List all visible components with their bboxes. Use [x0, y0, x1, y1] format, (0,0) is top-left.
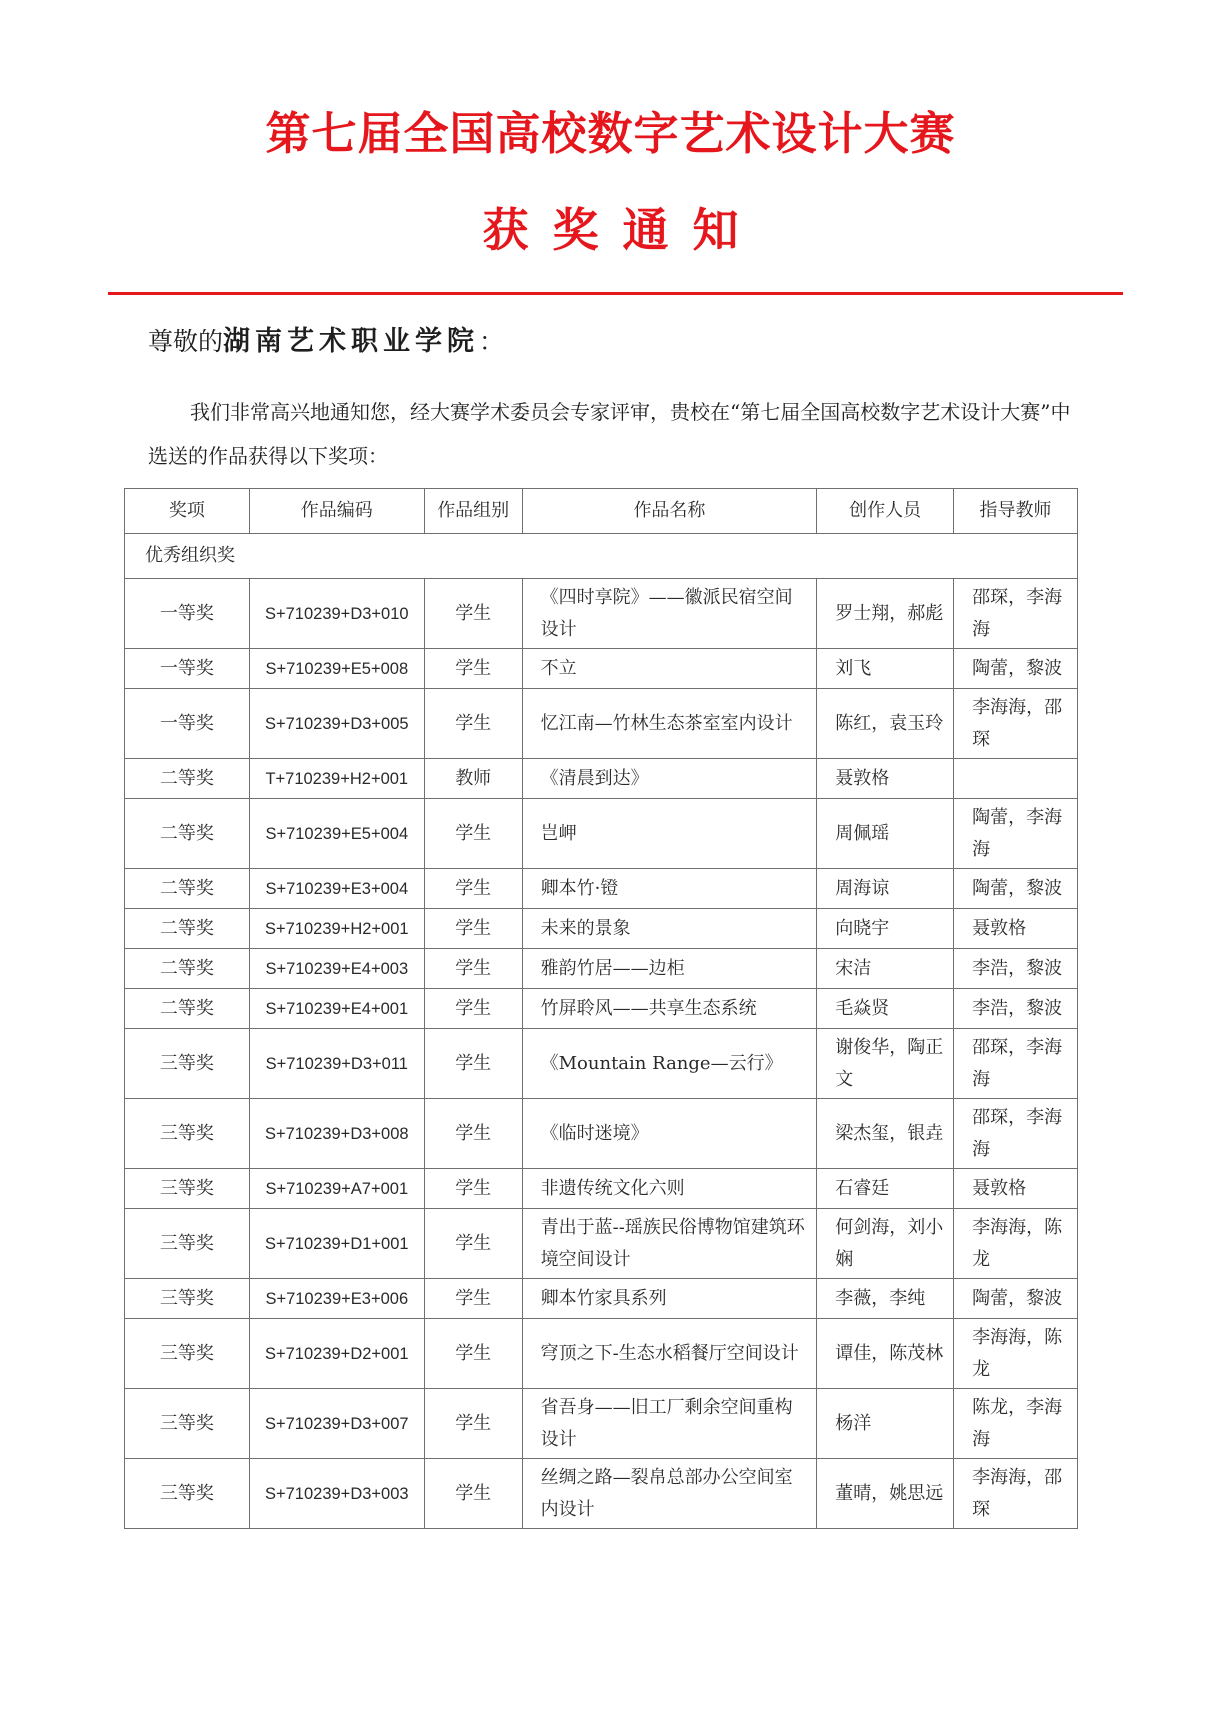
title-cell: 非遗传统文化六则 — [522, 1169, 817, 1209]
code-cell: S+710239+D3+007 — [249, 1389, 424, 1459]
column-header-award: 奖项 — [125, 489, 250, 534]
school-name: 湖南艺术职业学院 — [223, 326, 480, 357]
group-cell: 学生 — [424, 1029, 522, 1099]
table-row — [125, 1209, 1078, 1279]
title-cell: 未来的景象 — [522, 909, 817, 949]
teachers-cell: 聂敦格 — [954, 909, 1078, 949]
awards-table — [124, 488, 1078, 1529]
code-cell: S+710239+E5+008 — [249, 649, 424, 689]
award-cell: 二等奖 — [125, 799, 250, 869]
teachers-cell: 陈龙，李海海 — [954, 1389, 1078, 1459]
title-cell: 雅韵竹居——边柜 — [522, 949, 817, 989]
title-cell: 丝绸之路—裂帛总部办公空间室内设计 — [522, 1459, 817, 1529]
group-cell: 学生 — [424, 869, 522, 909]
table-row — [125, 1169, 1078, 1209]
table-row — [125, 1279, 1078, 1319]
award-cell: 二等奖 — [125, 759, 250, 799]
award-cell: 三等奖 — [125, 1099, 250, 1169]
award-cell: 三等奖 — [125, 1459, 250, 1529]
table-row — [125, 1029, 1078, 1099]
table-row — [125, 759, 1078, 799]
title-cell: 《四时享院》——徽派民宿空间设计 — [522, 579, 817, 649]
creators-cell: 毛焱贤 — [817, 989, 954, 1029]
creators-cell: 罗士翔，郝彪 — [817, 579, 954, 649]
creators-cell: 谢俊华，陶正文 — [817, 1029, 954, 1099]
column-header-title: 作品名称 — [522, 489, 817, 534]
table-row — [125, 869, 1078, 909]
creators-cell: 谭佳，陈茂林 — [817, 1319, 954, 1389]
title-cell: 竹屏聆风——共享生态系统 — [522, 989, 817, 1029]
code-cell: S+710239+D3+003 — [249, 1459, 424, 1529]
group-cell: 学生 — [424, 1319, 522, 1389]
table-row — [125, 949, 1078, 989]
page-title: 第七届全国高校数字艺术设计大赛 — [265, 107, 956, 160]
group-cell: 学生 — [424, 989, 522, 1029]
table-body — [125, 534, 1078, 1529]
table-row — [125, 1389, 1078, 1459]
creators-cell: 向晓宇 — [817, 909, 954, 949]
group-cell: 学生 — [424, 1209, 522, 1279]
teachers-cell: 邵琛，李海海 — [954, 579, 1078, 649]
page-subtitle: 获奖通知 — [482, 203, 763, 257]
column-header-teachers: 指导教师 — [954, 489, 1078, 534]
intro-paragraph: 我们非常高兴地通知您，经大赛学术委员会专家评审，贵校在“第七届全国高校数字艺术设计大赛”中选送的作品获得以下奖项： — [148, 400, 1071, 468]
teachers-cell: 陶蕾，黎波 — [954, 1279, 1078, 1319]
teachers-cell: 陶蕾，黎波 — [954, 869, 1078, 909]
table-row — [125, 1459, 1078, 1529]
title-cell: 《清晨到达》 — [522, 759, 817, 799]
column-header-code: 作品编码 — [249, 489, 424, 534]
group-cell: 学生 — [424, 1099, 522, 1169]
title-cell: 岂岬 — [522, 799, 817, 869]
teachers-cell: 陶蕾，黎波 — [954, 649, 1078, 689]
table-row — [125, 689, 1078, 759]
title-cell: 卿本竹家具系列 — [522, 1279, 817, 1319]
code-cell: S+710239+E3+004 — [249, 869, 424, 909]
title-cell: 《Mountain Range—云行》 — [522, 1029, 817, 1099]
group-cell: 学生 — [424, 1169, 522, 1209]
table-row — [125, 989, 1078, 1029]
title-divider — [108, 292, 1123, 295]
group-cell: 学生 — [424, 689, 522, 759]
award-cell: 一等奖 — [125, 649, 250, 689]
title-cell: 青出于蓝--瑶族民俗博物馆建筑环境空间设计 — [522, 1209, 817, 1279]
award-cell: 三等奖 — [125, 1389, 250, 1459]
teachers-cell: 李海海，陈龙 — [954, 1209, 1078, 1279]
title-cell: 省吾身——旧工厂剩余空间重构设计 — [522, 1389, 817, 1459]
code-cell: S+710239+H2+001 — [249, 909, 424, 949]
group-cell: 学生 — [424, 579, 522, 649]
code-cell: S+710239+E4+003 — [249, 949, 424, 989]
code-cell: S+710239+D2+001 — [249, 1319, 424, 1389]
code-cell: S+710239+D3+005 — [249, 689, 424, 759]
creators-cell: 杨洋 — [817, 1389, 954, 1459]
code-cell: S+710239+E5+004 — [249, 799, 424, 869]
teachers-cell: 邵琛，李海海 — [954, 1029, 1078, 1099]
group-cell: 教师 — [424, 759, 522, 799]
creators-cell: 刘飞 — [817, 649, 954, 689]
creators-cell: 周海谅 — [817, 869, 954, 909]
group-cell: 学生 — [424, 1389, 522, 1459]
title-cell: 《临时迷境》 — [522, 1099, 817, 1169]
table-row — [125, 579, 1078, 649]
award-cell: 一等奖 — [125, 579, 250, 649]
table-row — [125, 799, 1078, 869]
teachers-cell: 陶蕾，李海海 — [954, 799, 1078, 869]
code-cell: S+710239+D3+011 — [249, 1029, 424, 1099]
teachers-cell: 李浩，黎波 — [954, 989, 1078, 1029]
salutation-prefix: 尊敬的 — [148, 327, 224, 356]
creators-cell: 周佩瑶 — [817, 799, 954, 869]
teachers-cell: 李海海，邵琛 — [954, 689, 1078, 759]
code-cell: S+710239+D3+010 — [249, 579, 424, 649]
creators-cell: 陈红，袁玉玲 — [817, 689, 954, 759]
column-header-group: 作品组别 — [424, 489, 522, 534]
code-cell: S+710239+D1+001 — [249, 1209, 424, 1279]
table-row — [125, 1319, 1078, 1389]
code-cell: S+710239+E4+001 — [249, 989, 424, 1029]
teachers-cell: 聂敦格 — [954, 1169, 1078, 1209]
award-cell: 三等奖 — [125, 1319, 250, 1389]
creators-cell: 董晴，姚思远 — [817, 1459, 954, 1529]
award-cell: 三等奖 — [125, 1209, 250, 1279]
teachers-cell — [954, 759, 1078, 799]
creators-cell: 何剑海，刘小娴 — [817, 1209, 954, 1279]
award-cell: 三等奖 — [125, 1029, 250, 1099]
award-cell: 三等奖 — [125, 1279, 250, 1319]
title-cell: 穹顶之下-生态水稻餐厅空间设计 — [522, 1319, 817, 1389]
teachers-cell: 李海海，邵琛 — [954, 1459, 1078, 1529]
award-cell: 二等奖 — [125, 909, 250, 949]
org-award-label: 优秀组织奖 — [125, 534, 1078, 579]
creators-cell: 聂敦格 — [817, 759, 954, 799]
code-cell: S+710239+E3+006 — [249, 1279, 424, 1319]
code-cell: S+710239+D3+008 — [249, 1099, 424, 1169]
title-cell: 卿本竹·镫 — [522, 869, 817, 909]
table-header-row — [125, 489, 1078, 534]
group-cell: 学生 — [424, 799, 522, 869]
group-cell: 学生 — [424, 649, 522, 689]
teachers-cell: 邵琛，李海海 — [954, 1099, 1078, 1169]
org-award-row — [125, 534, 1078, 579]
award-cell: 二等奖 — [125, 949, 250, 989]
code-cell: T+710239+H2+001 — [249, 759, 424, 799]
award-cell: 二等奖 — [125, 869, 250, 909]
teachers-cell: 李浩，黎波 — [954, 949, 1078, 989]
creators-cell: 李薇，李纯 — [817, 1279, 954, 1319]
creators-cell: 石睿廷 — [817, 1169, 954, 1209]
award-cell: 二等奖 — [125, 989, 250, 1029]
table-row — [125, 649, 1078, 689]
teachers-cell: 李海海，陈龙 — [954, 1319, 1078, 1389]
salutation — [148, 322, 504, 362]
creators-cell: 宋洁 — [817, 949, 954, 989]
group-cell: 学生 — [424, 1279, 522, 1319]
title-cell: 不立 — [522, 649, 817, 689]
table-row — [125, 1099, 1078, 1169]
group-cell: 学生 — [424, 909, 522, 949]
column-header-creators: 创作人员 — [817, 489, 954, 534]
title-cell: 忆江南—竹林生态茶室室内设计 — [522, 689, 817, 759]
group-cell: 学生 — [424, 1459, 522, 1529]
creators-cell: 梁杰玺，银垚 — [817, 1099, 954, 1169]
award-cell: 一等奖 — [125, 689, 250, 759]
salutation-suffix: ： — [479, 327, 505, 356]
group-cell: 学生 — [424, 949, 522, 989]
table-row — [125, 909, 1078, 949]
award-cell: 三等奖 — [125, 1169, 250, 1209]
code-cell: S+710239+A7+001 — [249, 1169, 424, 1209]
